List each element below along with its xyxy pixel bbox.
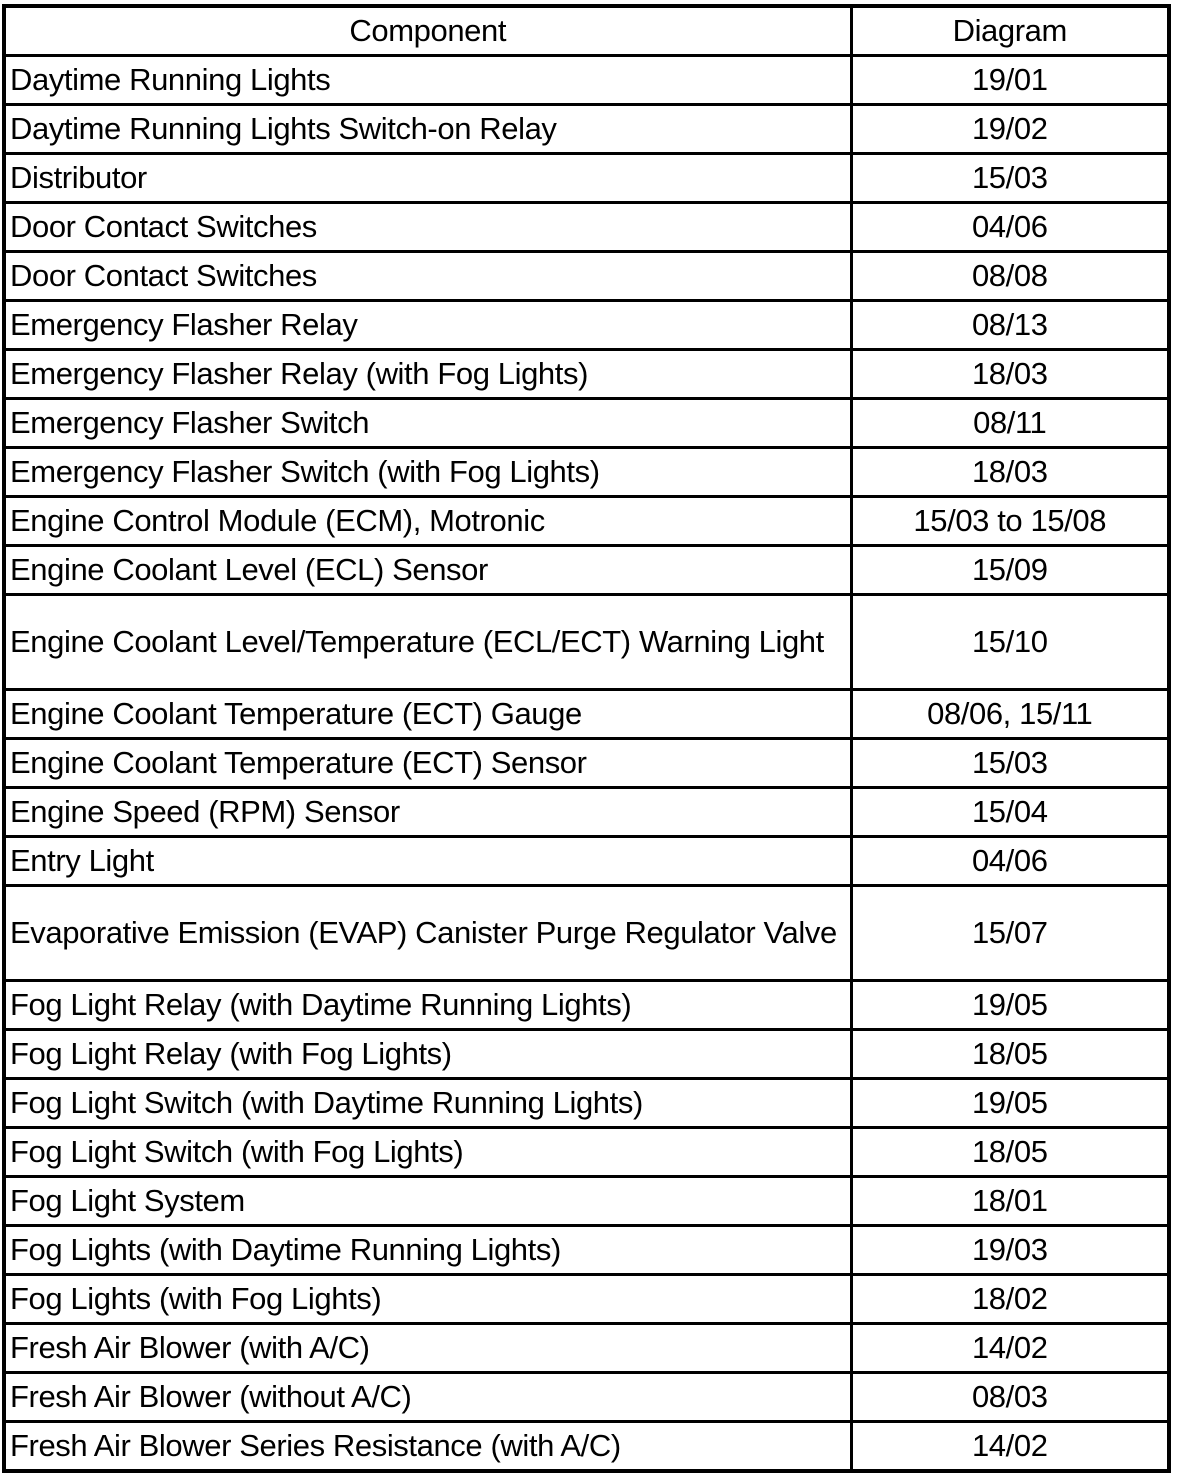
- table-row: [4, 399, 1169, 448]
- component-cell: Engine Speed (RPM) Sensor: [4, 788, 851, 837]
- diagram-cell: 14/02: [851, 1324, 1169, 1373]
- component-cell: Fog Light Switch (with Fog Lights): [4, 1128, 851, 1177]
- diagram-cell: 15/03: [851, 154, 1169, 203]
- diagram-cell: 18/05: [851, 1128, 1169, 1177]
- diagram-cell: 19/05: [851, 1079, 1169, 1128]
- component-cell: Fog Light Switch (with Daytime Running Lights): [4, 1079, 851, 1128]
- diagram-cell: 18/02: [851, 1275, 1169, 1324]
- component-cell: Fresh Air Blower (without A/C): [4, 1373, 851, 1422]
- table-row: [4, 690, 1169, 739]
- table-row: [4, 1128, 1169, 1177]
- component-cell: Fog Light Relay (with Daytime Running Lights): [4, 981, 851, 1030]
- diagram-cell: 08/08: [851, 252, 1169, 301]
- component-cell: Evaporative Emission (EVAP) Canister Purge Regulator Valve: [4, 886, 851, 981]
- component-cell: Daytime Running Lights Switch-on Relay: [4, 105, 851, 154]
- table-row: [4, 1226, 1169, 1275]
- table-row: [4, 546, 1169, 595]
- diagram-cell: 04/06: [851, 203, 1169, 252]
- table-row: [4, 1324, 1169, 1373]
- table-row: [4, 105, 1169, 154]
- diagram-cell: 15/03: [851, 739, 1169, 788]
- component-cell: Fog Lights (with Daytime Running Lights): [4, 1226, 851, 1275]
- component-cell: Fog Lights (with Fog Lights): [4, 1275, 851, 1324]
- diagram-cell: 04/06: [851, 837, 1169, 886]
- table-row: [4, 739, 1169, 788]
- header-diagram: Diagram: [851, 6, 1169, 56]
- table-row: [4, 497, 1169, 546]
- table-row: [4, 350, 1169, 399]
- table-row: [4, 1275, 1169, 1324]
- component-cell: Door Contact Switches: [4, 252, 851, 301]
- diagram-cell: 19/03: [851, 1226, 1169, 1275]
- component-cell: Engine Coolant Level (ECL) Sensor: [4, 546, 851, 595]
- table-row: [4, 56, 1169, 105]
- table-row: [4, 1030, 1169, 1079]
- component-cell: Emergency Flasher Relay (with Fog Lights): [4, 350, 851, 399]
- header-component: Component: [4, 6, 851, 56]
- table-row: [4, 203, 1169, 252]
- component-cell: Distributor: [4, 154, 851, 203]
- table-row: [4, 301, 1169, 350]
- diagram-cell: 18/03: [851, 350, 1169, 399]
- component-diagram-table: [2, 4, 1171, 1473]
- table-row: [4, 595, 1169, 690]
- component-cell: Emergency Flasher Relay: [4, 301, 851, 350]
- component-cell: Door Contact Switches: [4, 203, 851, 252]
- diagram-cell: 19/01: [851, 56, 1169, 105]
- diagram-cell: 08/13: [851, 301, 1169, 350]
- component-cell: Fog Light System: [4, 1177, 851, 1226]
- component-cell: Fog Light Relay (with Fog Lights): [4, 1030, 851, 1079]
- component-cell: Engine Coolant Temperature (ECT) Gauge: [4, 690, 851, 739]
- diagram-cell: 15/09: [851, 546, 1169, 595]
- table-row: [4, 1373, 1169, 1422]
- table-row: [4, 788, 1169, 837]
- diagram-cell: 15/03 to 15/08: [851, 497, 1169, 546]
- table-row: [4, 448, 1169, 497]
- diagram-cell: 18/03: [851, 448, 1169, 497]
- table-row: [4, 886, 1169, 981]
- component-cell: Engine Control Module (ECM), Motronic: [4, 497, 851, 546]
- component-cell: Engine Coolant Level/Temperature (ECL/ECT) Warning Light: [4, 595, 851, 690]
- component-cell: Fresh Air Blower Series Resistance (with A/C): [4, 1422, 851, 1472]
- component-cell: Fresh Air Blower (with A/C): [4, 1324, 851, 1373]
- table-row: [4, 252, 1169, 301]
- component-cell: Engine Coolant Temperature (ECT) Sensor: [4, 739, 851, 788]
- diagram-cell: 08/03: [851, 1373, 1169, 1422]
- diagram-cell: 15/04: [851, 788, 1169, 837]
- table-row: [4, 154, 1169, 203]
- component-cell: Emergency Flasher Switch: [4, 399, 851, 448]
- diagram-cell: 14/02: [851, 1422, 1169, 1472]
- table-row: [4, 981, 1169, 1030]
- table-row: [4, 1422, 1169, 1472]
- component-cell: Emergency Flasher Switch (with Fog Lights): [4, 448, 851, 497]
- diagram-cell: 08/06, 15/11: [851, 690, 1169, 739]
- table-row: [4, 837, 1169, 886]
- component-cell: Daytime Running Lights: [4, 56, 851, 105]
- table-header-row: [4, 6, 1169, 56]
- diagram-cell: 19/02: [851, 105, 1169, 154]
- component-cell: Entry Light: [4, 837, 851, 886]
- diagram-cell: 15/10: [851, 595, 1169, 690]
- diagram-cell: 18/05: [851, 1030, 1169, 1079]
- table-row: [4, 1079, 1169, 1128]
- diagram-cell: 19/05: [851, 981, 1169, 1030]
- diagram-cell: 15/07: [851, 886, 1169, 981]
- diagram-cell: 08/11: [851, 399, 1169, 448]
- diagram-cell: 18/01: [851, 1177, 1169, 1226]
- table-row: [4, 1177, 1169, 1226]
